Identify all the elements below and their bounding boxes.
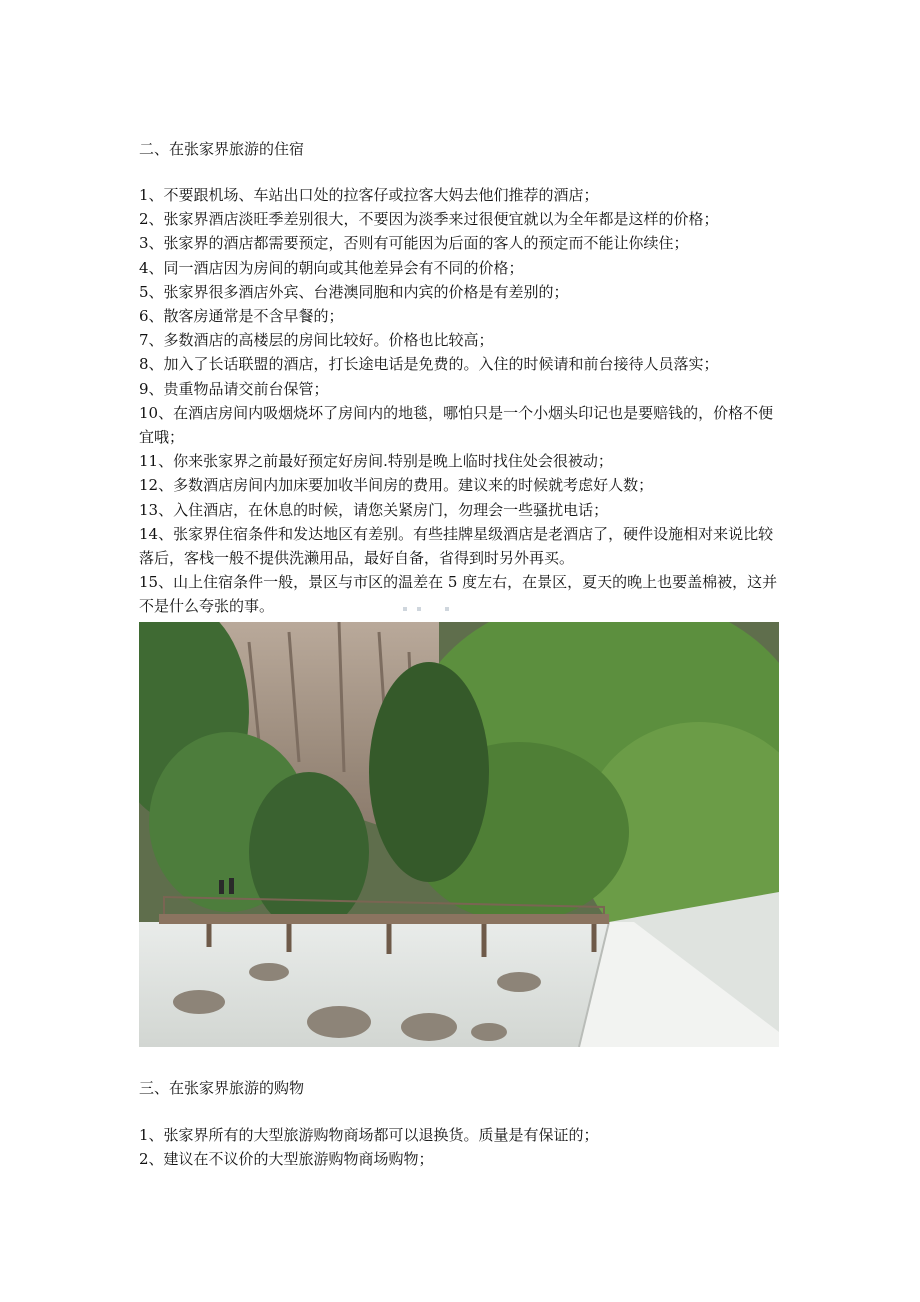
- list-item: 5、张家界很多酒店外宾、台港澳同胞和内宾的价格是有差别的；: [139, 282, 569, 301]
- scenic-photo: [139, 622, 779, 1047]
- list-item: 7、多数酒店的高楼层的房间比较好。价格也比较高；: [139, 331, 494, 350]
- list-item: 6、散客房通常是不含早餐的；: [139, 307, 344, 326]
- decorative-dots: [403, 607, 451, 615]
- list-item: 10、在酒店房间内吸烟烧坏了房间内的地毯，哪怕只是一个小烟头印记也是要赔钱的，价格不便宜哦；: [139, 403, 774, 447]
- section-2-heading: 二、在张家界旅游的住宿: [139, 140, 305, 158]
- list-item: 12、多数酒店房间内加床要加收半间房的费用。建议来的时候就考虑好人数；: [139, 476, 654, 495]
- list-item: 9、贵重物品请交前台保管；: [139, 379, 329, 398]
- list-item: 14、张家界住宿条件和发达地区有差别。有些挂牌星级酒店是老酒店了，硬件设施相对来说比较落后，客栈一般不提供洗濑用品，最好自备，省得到时另外再买。: [139, 524, 774, 568]
- list-item: 3、张家界的酒店都需要预定，否则有可能因为后面的客人的预定而不能让你续住；: [139, 234, 689, 253]
- list-item: 8、加入了长话联盟的酒店，打长途电话是免费的。入住的时候请和前台接待人员落实；: [139, 355, 719, 374]
- list-item: 1、张家界所有的大型旅游购物商场都可以退换货。质量是有保证的；: [139, 1126, 599, 1144]
- list-item: 13、入住酒店，在休息的时候，请您关紧房门，勿理会一些骚扰电话；: [139, 500, 609, 519]
- list-item: 4、同一酒店因为房间的朝向或其他差异会有不同的价格；: [139, 258, 524, 277]
- list-item: 11、你来张家界之前最好预定好房间.特别是晚上临时找住处会很被动；: [139, 452, 613, 471]
- list-item: 1、不要跟机场、车站出口处的拉客仔或拉客大妈去他们推荐的酒店；: [139, 186, 599, 204]
- list-item: 2、建议在不议价的大型旅游购物商场购物；: [139, 1150, 434, 1169]
- list-item: 15、山上住宿条件一般，景区与市区的温差在 5 度左右，在景区，夏天的晚上也要盖棉被，这并不是什么夸张的事。: [139, 573, 778, 616]
- list-item: 2、张家界酒店淡旺季差别很大，不要因为淡季来过很便宜就以为全年都是这样的价格；: [139, 210, 719, 229]
- section-3-heading: 三、在张家界旅游的购物: [139, 1079, 305, 1097]
- section-3-list: [139, 1123, 784, 1171]
- section-2-list: [139, 183, 784, 619]
- forest-boardwalk-illustration: [139, 622, 779, 1047]
